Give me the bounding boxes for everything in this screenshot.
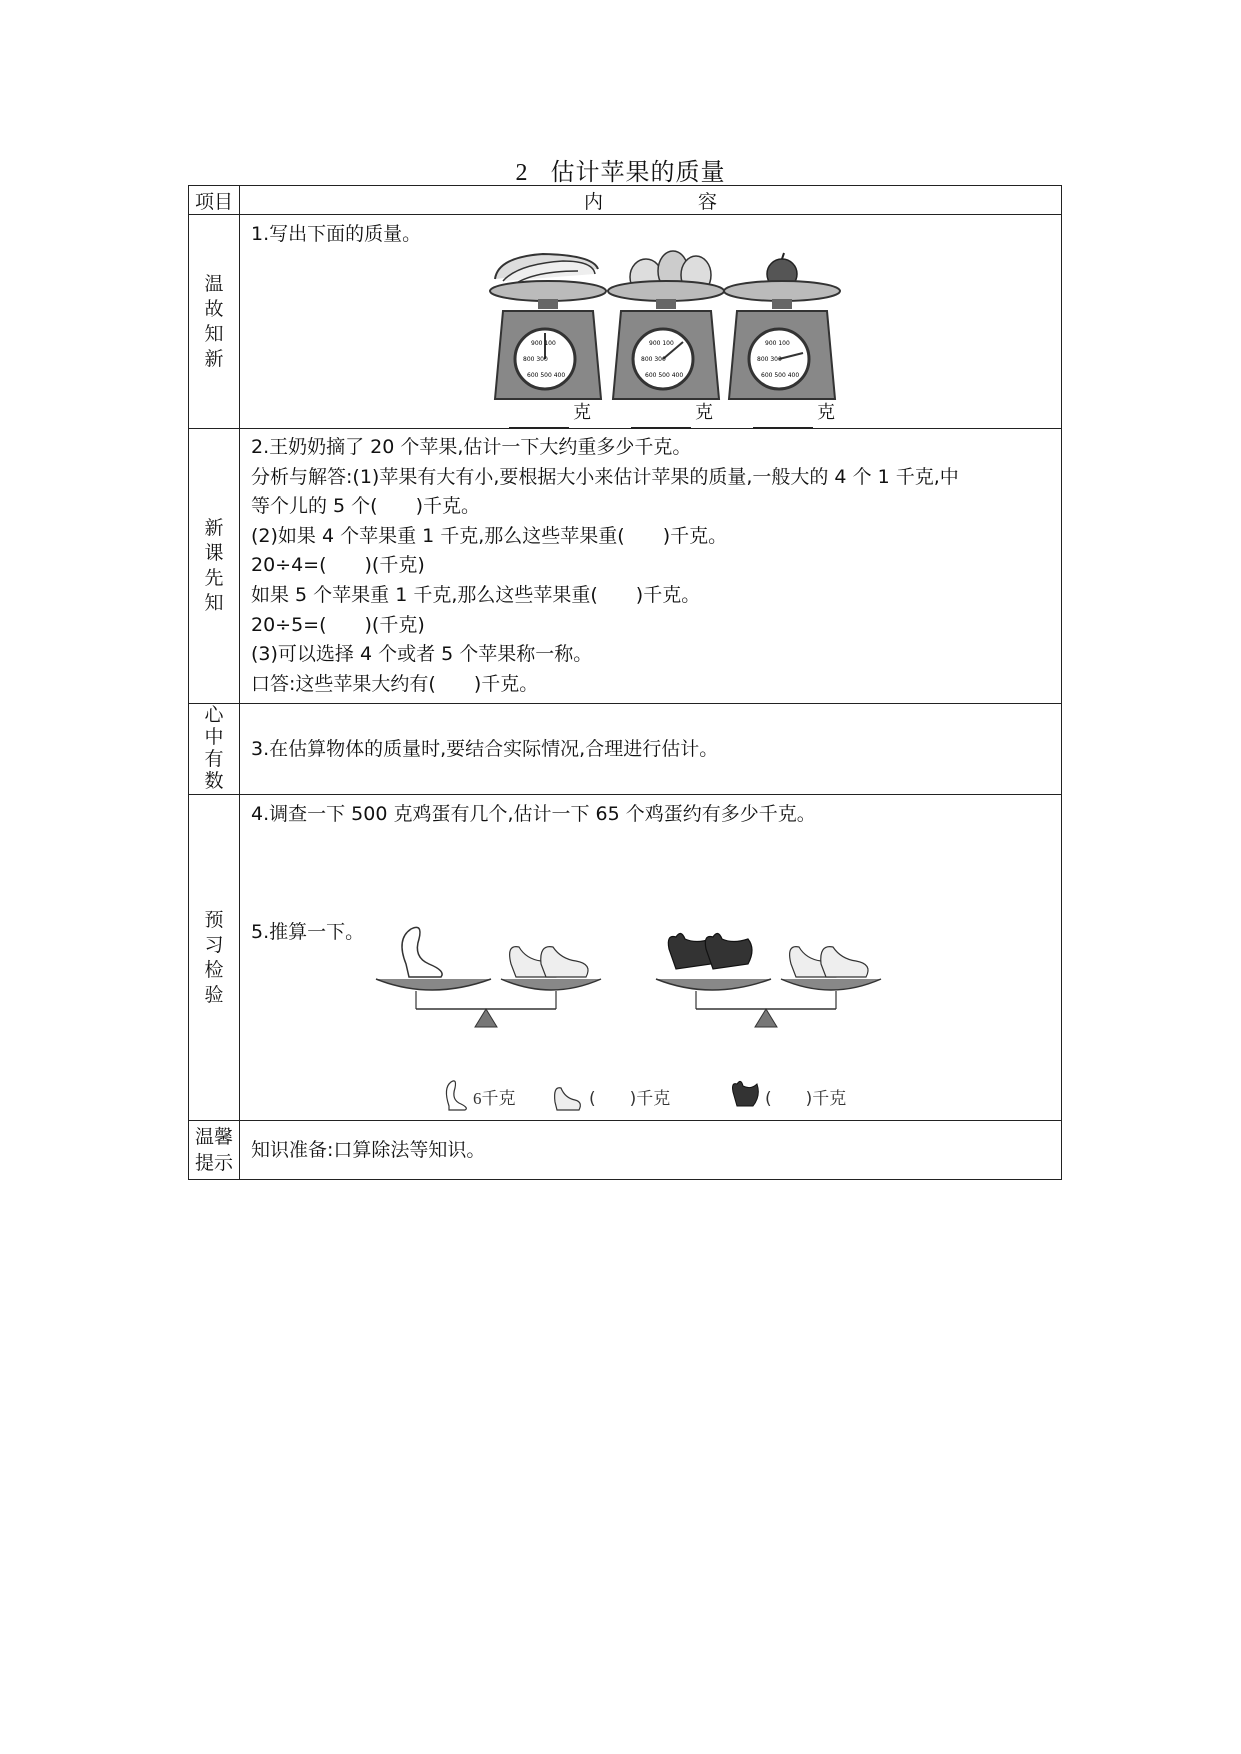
newlesson-line-6: 如果 5 个苹果重 1 千克,那么这些苹果重( )千克。 <box>251 583 701 606</box>
row-newlesson <box>189 429 1062 704</box>
svg-text:900 100: 900 100 <box>765 340 790 347</box>
row-content-mind <box>240 704 1062 795</box>
newlesson-line-4: (2)如果 4 个苹果重 1 千克,那么这些苹果重( )千克。 <box>251 524 728 547</box>
rooster-icon <box>727 1076 761 1114</box>
svg-text:800 300: 800 300 <box>757 356 782 363</box>
swan-icon <box>441 1076 471 1114</box>
svg-text:900 100: 900 100 <box>649 340 674 347</box>
newlesson-line-9: 口答:这些苹果大约有( )千克。 <box>251 672 539 695</box>
page-title <box>0 152 1241 187</box>
row-content-tips <box>240 1121 1062 1180</box>
newlesson-line-5: 20÷4=( )(千克) <box>251 554 425 577</box>
svg-text:600 500 400: 600 500 400 <box>761 372 800 379</box>
row-tips <box>189 1121 1062 1180</box>
svg-text:800 300: 800 300 <box>641 356 666 363</box>
lesson-title: 估计苹果的质量 <box>550 158 726 186</box>
swan-weight: 6千克 <box>473 1089 516 1109</box>
rooster-weight[interactable]: ( )千克 <box>765 1089 847 1110</box>
svg-text:900 100: 900 100 <box>531 340 556 347</box>
svg-text:600 500 400: 600 500 400 <box>527 372 566 379</box>
row-content-review <box>240 215 1062 429</box>
newlesson-line-8: (3)可以选择 4 个或者 5 个苹果称一称。 <box>251 643 593 666</box>
row-label-tips: 温馨提示 <box>189 1121 240 1180</box>
goose-weight[interactable]: ( )千克 <box>589 1089 671 1110</box>
header-item: 项目 <box>189 186 240 215</box>
answer-blank-3[interactable]: 克 <box>705 398 835 428</box>
newlesson-line-2: 分析与解答:(1)苹果有大有小,要根据大小来估计苹果的质量,一般大的 4 个 1 千克,中 <box>251 465 959 488</box>
row-content-newlesson <box>240 429 1062 704</box>
scales-figure <box>251 249 1051 424</box>
balances-figure <box>251 951 1051 1116</box>
row-label-preview: 预习检验 <box>189 795 240 1121</box>
row-content-preview <box>240 795 1062 1121</box>
question-5: 5.推算一下。 <box>251 921 365 944</box>
balance-swan-geese-illustration <box>371 909 611 1044</box>
balance-roosters-geese-illustration <box>651 909 891 1044</box>
row-preview <box>189 795 1062 1121</box>
scale-pears-illustration <box>601 249 731 414</box>
newlesson-line-7: 20÷5=( )(千克) <box>251 613 425 636</box>
newlesson-line-3: 等个儿的 5 个( )千克。 <box>251 495 480 518</box>
question-1: 1.写出下面的质量。 <box>251 223 422 245</box>
svg-text:600 500 400: 600 500 400 <box>645 372 684 379</box>
balance-legend <box>251 1076 1081 1116</box>
question-4: 4.调查一下 500 克鸡蛋有几个,估计一下 65 个鸡蛋约有多少千克。 <box>251 803 816 826</box>
header-content: 内 容 <box>240 186 1062 215</box>
svg-text:800 300: 800 300 <box>523 356 548 363</box>
lesson-number: 2 <box>515 160 529 186</box>
scale-apple-illustration <box>717 249 847 414</box>
table-header-row <box>189 186 1062 215</box>
row-label-mind: 心中有数 <box>189 704 240 795</box>
newlesson-line-1: 2.王奶奶摘了 20 个苹果,估计一下大约重多少千克。 <box>251 436 692 458</box>
row-label-newlesson: 新课先知 <box>189 429 240 704</box>
row-mind <box>189 704 1062 795</box>
answer-blank-1[interactable]: 克 <box>461 398 591 428</box>
answer-blank-2[interactable]: 克 <box>583 398 713 428</box>
mind-text: 3.在估算物体的质量时,要结合实际情况,合理进行估计。 <box>251 738 719 761</box>
worksheet-table <box>188 185 1062 1180</box>
goose-icon <box>549 1078 585 1114</box>
tips-text: 知识准备:口算除法等知识。 <box>251 1139 486 1162</box>
scale-bananas-illustration <box>483 249 613 414</box>
row-label-review: 温故知新 <box>189 215 240 429</box>
row-review <box>189 215 1062 429</box>
